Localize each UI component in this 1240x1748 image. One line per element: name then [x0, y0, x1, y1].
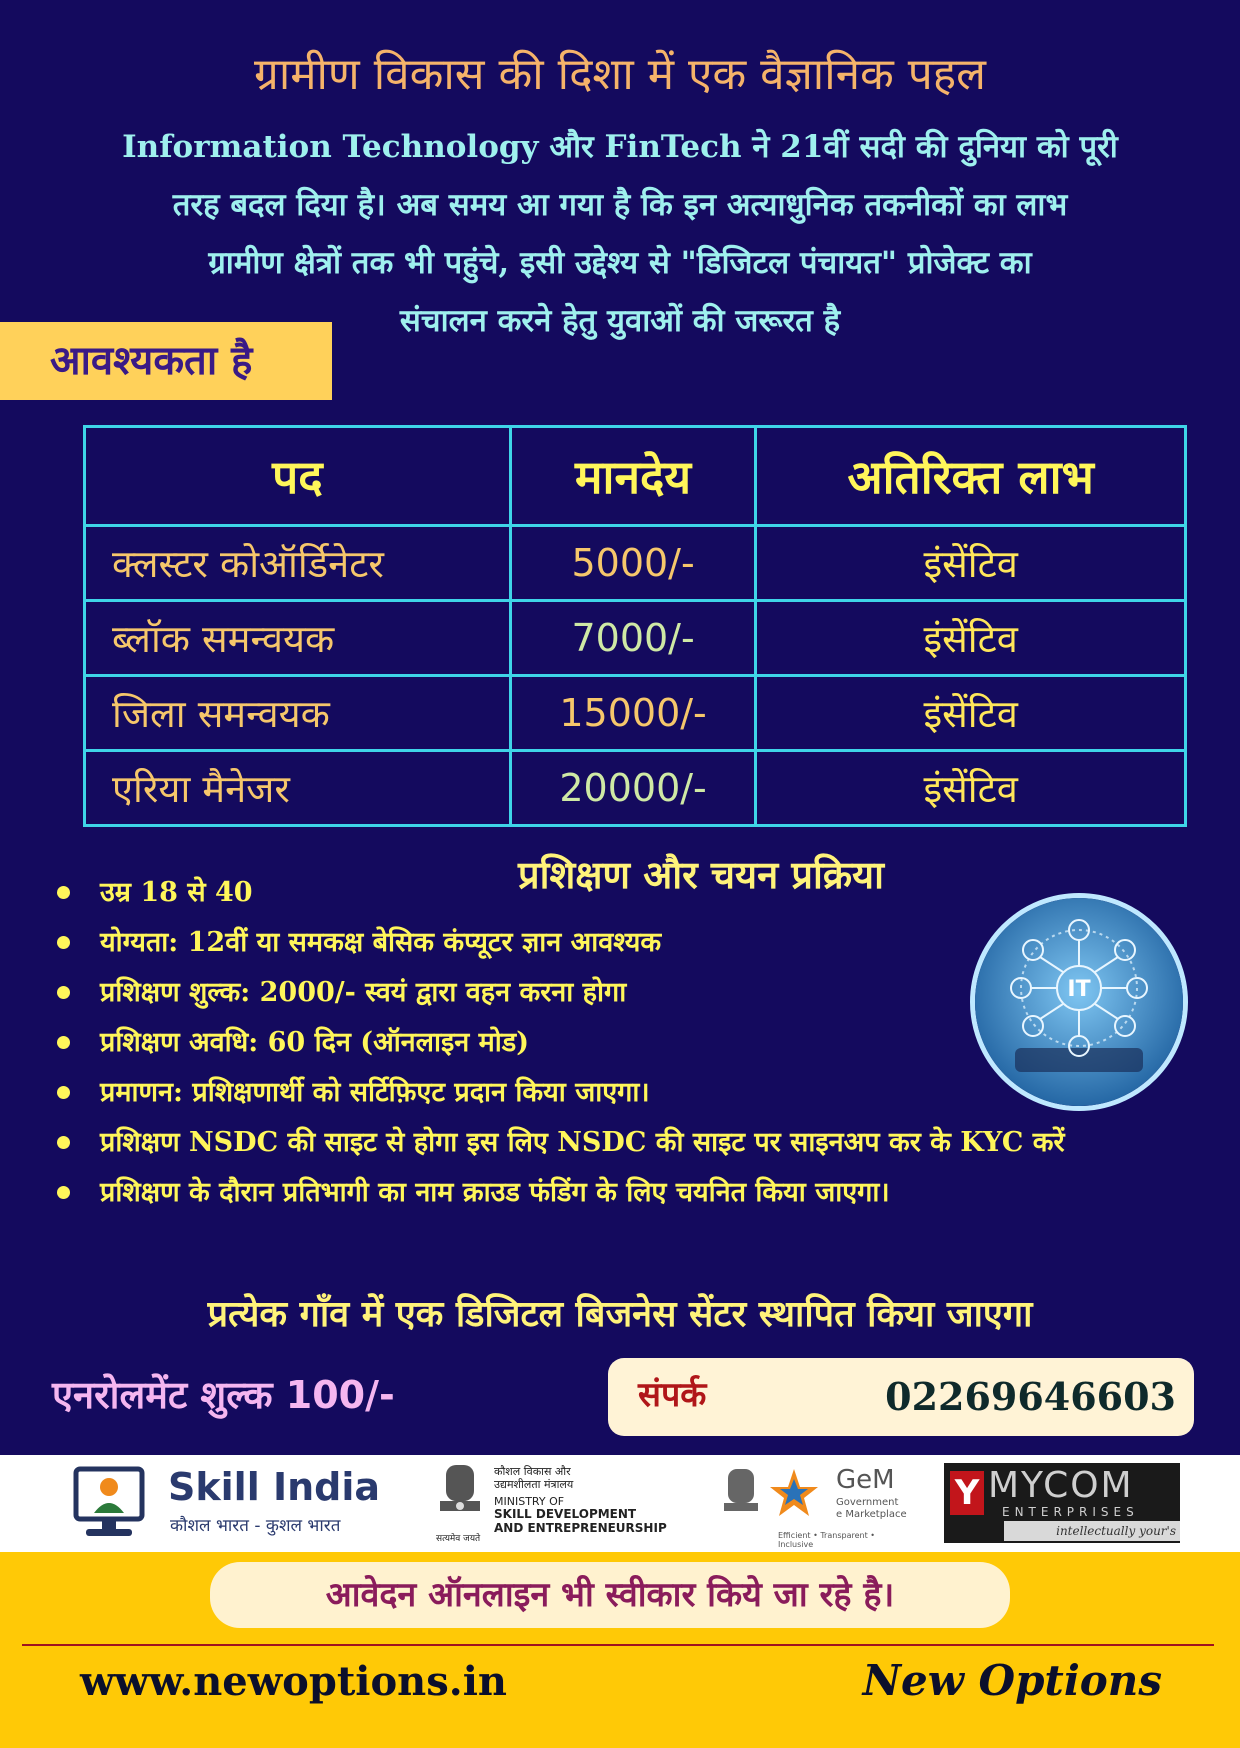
mycom-logo [944, 1463, 1180, 1543]
skill-india-logo [72, 1461, 402, 1545]
headline: ग्रामीण विकास की दिशा में एक वैज्ञानिक पहल [254, 49, 986, 100]
list-item-text: योग्यता: 12वीं या समकक्ष बेसिक कंप्यूटर ज्ञान आवश्यक [100, 927, 662, 958]
list-item [50, 1118, 1160, 1168]
gem-logo [718, 1461, 908, 1549]
bullet-icon [57, 1136, 70, 1149]
gem-star-icon [768, 1467, 820, 1519]
emblem-icon [718, 1465, 764, 1529]
vacancy-table [83, 425, 1187, 827]
msde-logo [432, 1461, 682, 1545]
list-item-text: प्रशिक्षण के दौरान प्रतिभागी का नाम क्राउड फंडिंग के लिए चयनित किया जाएगा। [100, 1177, 890, 1208]
mycom-tagline: intellectually your's [1004, 1521, 1180, 1541]
post-cell: जिला समन्वयक [85, 676, 511, 751]
mycom-y-icon: Y [950, 1471, 984, 1515]
msde-english-3: AND ENTREPRENEURSHIP [494, 1521, 667, 1535]
header-pay: मानदेय [510, 427, 756, 526]
intro-text [50, 118, 1190, 350]
pay-cell: 15000/- [510, 676, 756, 751]
footer-divider [22, 1644, 1214, 1646]
bullet-icon [57, 936, 70, 949]
table-row [85, 526, 1186, 601]
post-cell: एरिया मैनेजर [85, 751, 511, 826]
post-cell: क्लस्टर कोऑर्डिनेटर [85, 526, 511, 601]
header-post: पद [85, 427, 511, 526]
business-center-line: प्रत्येक गाँव में एक डिजिटल बिजनेस सेंटर स्थापित किया जाएगा [207, 1294, 1033, 1335]
it-network-icon [970, 893, 1188, 1111]
brand-name: New Options [862, 1656, 1162, 1705]
computer-icon [72, 1463, 146, 1543]
post-cell: ब्लॉक समन्वयक [85, 601, 511, 676]
bullet-icon [57, 1086, 70, 1099]
msde-english-1: MINISTRY OF [494, 1495, 565, 1508]
enrollment-fee: एनरोलमेंट शुल्क 100/- [52, 1373, 395, 1417]
intro-line: Information Technology और FinTech ने 21वीं सदी की दुनिया को पूरी [122, 129, 1118, 165]
list-item-text: उम्र 18 से 40 [100, 877, 253, 908]
mycom-title: MYCOM [988, 1465, 1134, 1506]
table-row [85, 751, 1186, 826]
intro-line: ग्रामीण क्षेत्रों तक भी पहुंचे, इसी उद्देश्य से "डिजिटल पंचायत" प्रोजेक्ट का [208, 245, 1032, 281]
website-link[interactable]: www.newoptions.in [80, 1658, 507, 1705]
list-item [50, 1168, 1170, 1218]
skill-india-subtitle: कौशल भारत - कुशल भारत [170, 1516, 341, 1536]
it-label: IT [1067, 977, 1091, 1002]
header-benefit: अतिरिक्त लाभ [756, 427, 1186, 526]
list-item-text: प्रशिक्षण NSDC की साइट से होगा इस लिए NSDC की साइट पर साइनअप कर के KYC करें [100, 1127, 1065, 1158]
contact-number: 02269646603 [885, 1374, 1176, 1419]
skill-india-title: Skill India [168, 1465, 381, 1509]
contact-label: संपर्क [638, 1375, 707, 1415]
list-item-text: प्रशिक्षण शुल्क: 2000/- स्वयं द्वारा वहन करना होगा [100, 977, 627, 1008]
list-item-text: प्रशिक्षण अवधि: 60 दिन (ऑनलाइन मोड) [100, 1027, 529, 1058]
logos-strip [0, 1455, 1240, 1552]
benefit-cell: इंसेंटिव [756, 526, 1186, 601]
gem-subtitle-1: Government [836, 1497, 899, 1508]
pay-cell: 20000/- [510, 751, 756, 826]
table-row [85, 676, 1186, 751]
benefit-cell: इंसेंटिव [756, 751, 1186, 826]
benefit-cell: इंसेंटिव [756, 601, 1186, 676]
requirement-badge: आवश्यकता है [0, 322, 332, 400]
table-header-row [85, 427, 1186, 526]
emblem-motto: सत्यमेव जयते [436, 1534, 481, 1544]
gem-subtitle-2: e Marketplace [836, 1509, 907, 1520]
gem-tagline: Efficient • Transparent • Inclusive [778, 1531, 875, 1549]
bullet-icon [57, 886, 70, 899]
mycom-subtitle: ENTERPRISES [1002, 1505, 1139, 1519]
contact-box [608, 1358, 1194, 1436]
gem-title: GeM [836, 1465, 895, 1495]
msde-hindi-2: उद्यमशीलता मंत्रालय [494, 1478, 574, 1491]
intro-line: तरह बदल दिया है। अब समय आ गया है कि इन अत्याधुनिक तकनीकों का लाभ [172, 187, 1068, 223]
msde-hindi-1: कौशल विकास और [494, 1465, 571, 1478]
training-section-title: प्रशिक्षण और चयन प्रक्रिया [518, 853, 884, 897]
apply-online-banner: आवेदन ऑनलाइन भी स्वीकार किये जा रहे है। [210, 1562, 1010, 1628]
pay-cell: 7000/- [510, 601, 756, 676]
national-emblem-icon [432, 1461, 488, 1531]
intro-line: संचालन करने हेतु युवाओं की जरूरत है [399, 303, 841, 339]
table-row [85, 601, 1186, 676]
bullet-icon [57, 986, 70, 999]
list-item-text: प्रमाणन: प्रशिक्षणार्थी को सर्टिफ़िएट प्रदान किया जाएगा। [100, 1077, 650, 1108]
footer [0, 1552, 1240, 1748]
msde-english-2: SKILL DEVELOPMENT [494, 1507, 637, 1521]
pay-cell: 5000/- [510, 526, 756, 601]
bullet-icon [57, 1036, 70, 1049]
benefit-cell: इंसेंटिव [756, 676, 1186, 751]
bullet-icon [57, 1186, 70, 1199]
